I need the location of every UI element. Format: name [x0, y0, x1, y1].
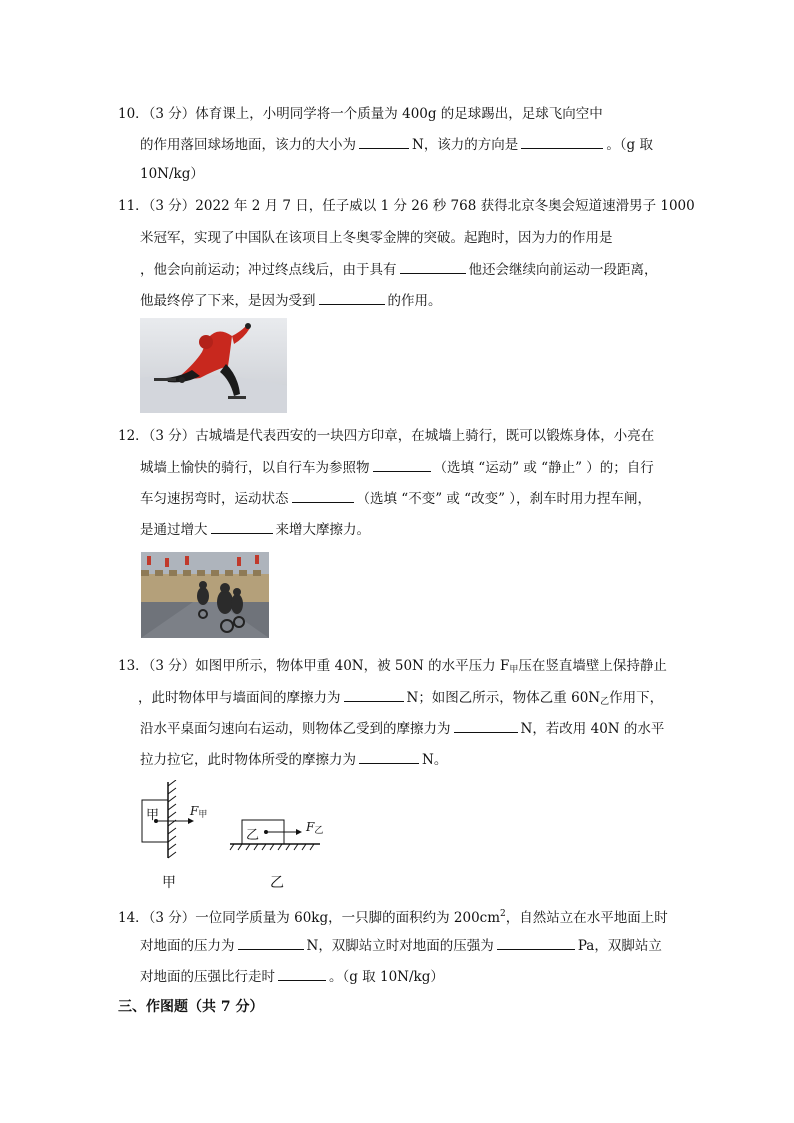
answer-blank[interactable] [373, 457, 431, 472]
figure-b-caption: 乙 [270, 875, 284, 891]
q13-line-2: ，此时物体甲与墙面间的摩擦力为 N；如图乙所示，物体乙重 $60N_乙$作用下， [138, 687, 663, 712]
q12-line-1: 12．（3 分）古城墙是代表西安的一块四方印章，在城墙上骑行，既可以锻炼身体，小亮在 [118, 428, 655, 444]
answer-blank[interactable] [359, 749, 419, 764]
answer-blank[interactable] [344, 687, 404, 702]
q14-line-1: 14．（3 分）一位同学质量为 60kg，一只脚的面积约为 $200cm^2$，自然站立在水平地面上时 [118, 909, 668, 926]
q12-line-2: 城墙上愉快的骑行，以自行车为参照物 （选填 “运动” 或 “静止” ）的；自行 [140, 457, 654, 478]
answer-blank[interactable] [278, 966, 326, 981]
q10-line-1: 10．（3 分）体育课上，小明同学将一个质量为 400g 的足球踢出，足球飞向空中 [118, 106, 603, 122]
city-wall-cycling-photo [141, 552, 269, 638]
answer-blank[interactable] [400, 259, 466, 274]
q11-line-1: 11．（3 分）2022 年 2 月 7 日，任子威以 1 分 26 秒 768 获得北京冬奥会短道速滑男子 1000 [118, 198, 695, 214]
q12-line-4: 是通过增大 来增大摩擦力。 [140, 519, 370, 540]
fig-b-box-label: 乙 [246, 828, 260, 843]
q14-line-3: 对地面的压强比行走时 。（g 取 10N/kg） [140, 966, 444, 987]
section-3-heading: 三、作图题（共 7 分） [118, 999, 264, 1015]
answer-blank[interactable] [497, 935, 575, 950]
answer-blank[interactable] [211, 519, 273, 534]
answer-blank[interactable] [238, 935, 304, 950]
figure-a-wall-diagram [140, 780, 220, 860]
answer-blank[interactable] [521, 134, 603, 149]
q13-line-1: 13．（3 分）如图甲所示，物体甲重 40N，被 50N 的水平压力 $F_甲$压在竖直墙壁上保持静止 [118, 658, 667, 675]
q13-line-3: 沿水平桌面匀速向右运动，则物体乙受到的摩擦力为 N，若改用 40N 的水平 [140, 718, 664, 739]
q11-line-3: ，他会向前运动；冲过终点线后，由于具有 他还会继续向前运动一段距离， [140, 259, 658, 280]
q11-line-4: 他最终停了下来，是因为受到 的作用。 [140, 290, 442, 311]
q13-line-4: 拉力拉它，此时物体所受的摩擦力为 N。 [140, 749, 447, 770]
q10-line-2: 的作用落回球场地面，该力的大小为 N，该力的方向是 。（g 取 [140, 134, 653, 155]
figure-a-caption: 甲 [162, 875, 176, 891]
fig-b-force-label: $F_乙$ [306, 820, 324, 836]
q11-line-2: 米冠军，实现了中国队在该项目上冬奥零金牌的突破。起跑时，因为力的作用是 [140, 230, 613, 246]
answer-blank[interactable] [359, 134, 409, 149]
answer-blank[interactable] [292, 488, 354, 503]
answer-blank[interactable] [319, 290, 385, 305]
q14-line-2: 对地面的压力为 N，双脚站立时对地面的压强为 Pa，双脚站立 [140, 935, 662, 956]
q10-line-3: 10N/kg） [140, 166, 204, 182]
fig-a-force-label: $F_甲$ [190, 804, 208, 820]
figure-b-table-diagram [228, 816, 328, 856]
speed-skater-photo [140, 318, 287, 413]
answer-blank[interactable] [454, 718, 518, 733]
q12-line-3: 车匀速拐弯时，运动状态 （选填 “不变” 或 “改变” ），刹车时用力捏车闸， [140, 488, 651, 509]
fig-a-box-label: 甲 [146, 808, 160, 823]
